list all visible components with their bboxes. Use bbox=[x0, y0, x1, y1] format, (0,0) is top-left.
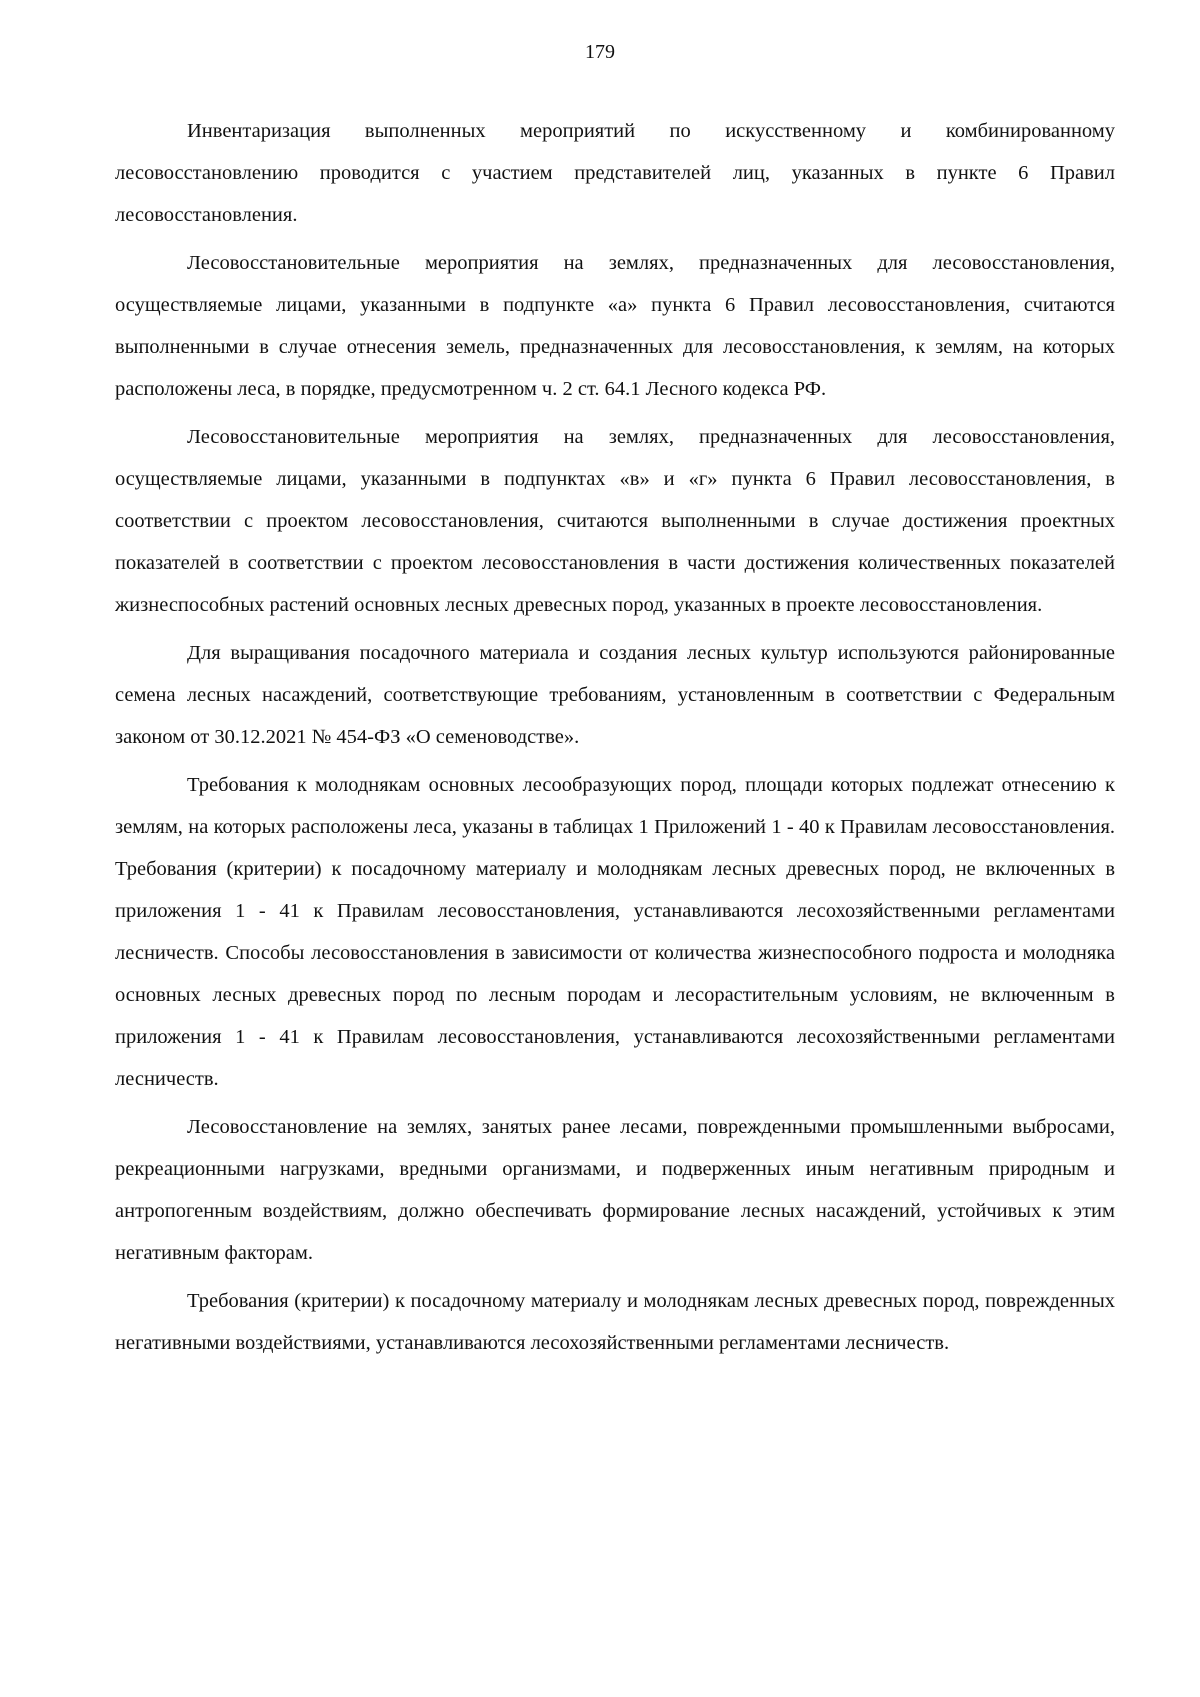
paragraph-damaged-lands: Лесовосстановление на землях, занятых ранее лесами, поврежденными промышленными выбросами, рекреационными нагрузками, вредными организмами, и подверженных иным негативным природным и антропогенным воздействиям, должно обеспечивать формирование лесных насаждений, устойчивых к этим негативным факторам. bbox=[115, 1116, 1115, 1264]
paragraph-seeds: Для выращивания посадочного материала и создания лесных культур используются районированные семена лесных насаждений, соответствующие требованиям, установленным в соответствии с Федеральным законом от 30.12.2021 № 454-ФЗ «О семеноводстве». bbox=[115, 642, 1115, 748]
paragraph-planting-material-criteria: Требования (критерии) к посадочному материалу и молоднякам лесных древесных пород, поврежденных негативными воздействиями, устанавливаются лесохозяйственными регламентами лесничеств. bbox=[115, 1290, 1115, 1354]
paragraph-inventory: Инвентаризация выполненных мероприятий по искусственному и комбинированному лесовосстановлению проводится с участием представителей лиц, указанных в пункте 6 Правил лесовосстановления. bbox=[115, 120, 1115, 226]
page-number: 179 bbox=[585, 41, 615, 63]
paragraph-subpoint-a: Лесовосстановительные мероприятия на землях, предназначенных для лесовосстановления, осуществляемые лицами, указанными в подпункте «а» пункта 6 Правил лесовосстановления, считаются выполненными в случае отнесения земель, предназначенных для лесовосстановления, к землям, на которых расположены леса, в порядке, предусмотренном ч. 2 ст. 64.1 Лесного кодекса РФ. bbox=[115, 252, 1115, 400]
paragraph-subpoints-v-g: Лесовосстановительные мероприятия на землях, предназначенных для лесовосстановления, осуществляемые лицами, указанными в подпунктах «в» и «г» пункта 6 Правил лесовосстановления, в соответствии с проектом лесовосстановления, считаются выполненными в случае достижения проектных показателей в соответствии с проектом лесовосстановления в части достижения количественных показателей жизнеспособных растений основных лесных древесных пород, указанных в проекте лесовосстановления. bbox=[115, 426, 1115, 616]
document-body bbox=[115, 110, 1115, 1370]
paragraph-young-growth-requirements: Требования к молоднякам основных лесообразующих пород, площади которых подлежат отнесению к землям, на которых расположены леса, указаны в таблицах 1 Приложений 1 - 40 к Правилам лесовосстановления. Требования (критерии) к посадочному материалу и молоднякам лесных древесных пород, не включенных в приложения 1 - 41 к Правилам лесовосстановления, устанавливаются лесохозяйственными регламентами лесничеств. Способы лесовосстановления в зависимости от количества жизнеспособного подроста и молодняка основных лесных древесных пород по лесным породам и лесорастительным условиям, не включенным в приложения 1 - 41 к Правилам лесовосстановления, устанавливаются лесохозяйственными регламентами лесничеств. bbox=[115, 774, 1115, 1090]
